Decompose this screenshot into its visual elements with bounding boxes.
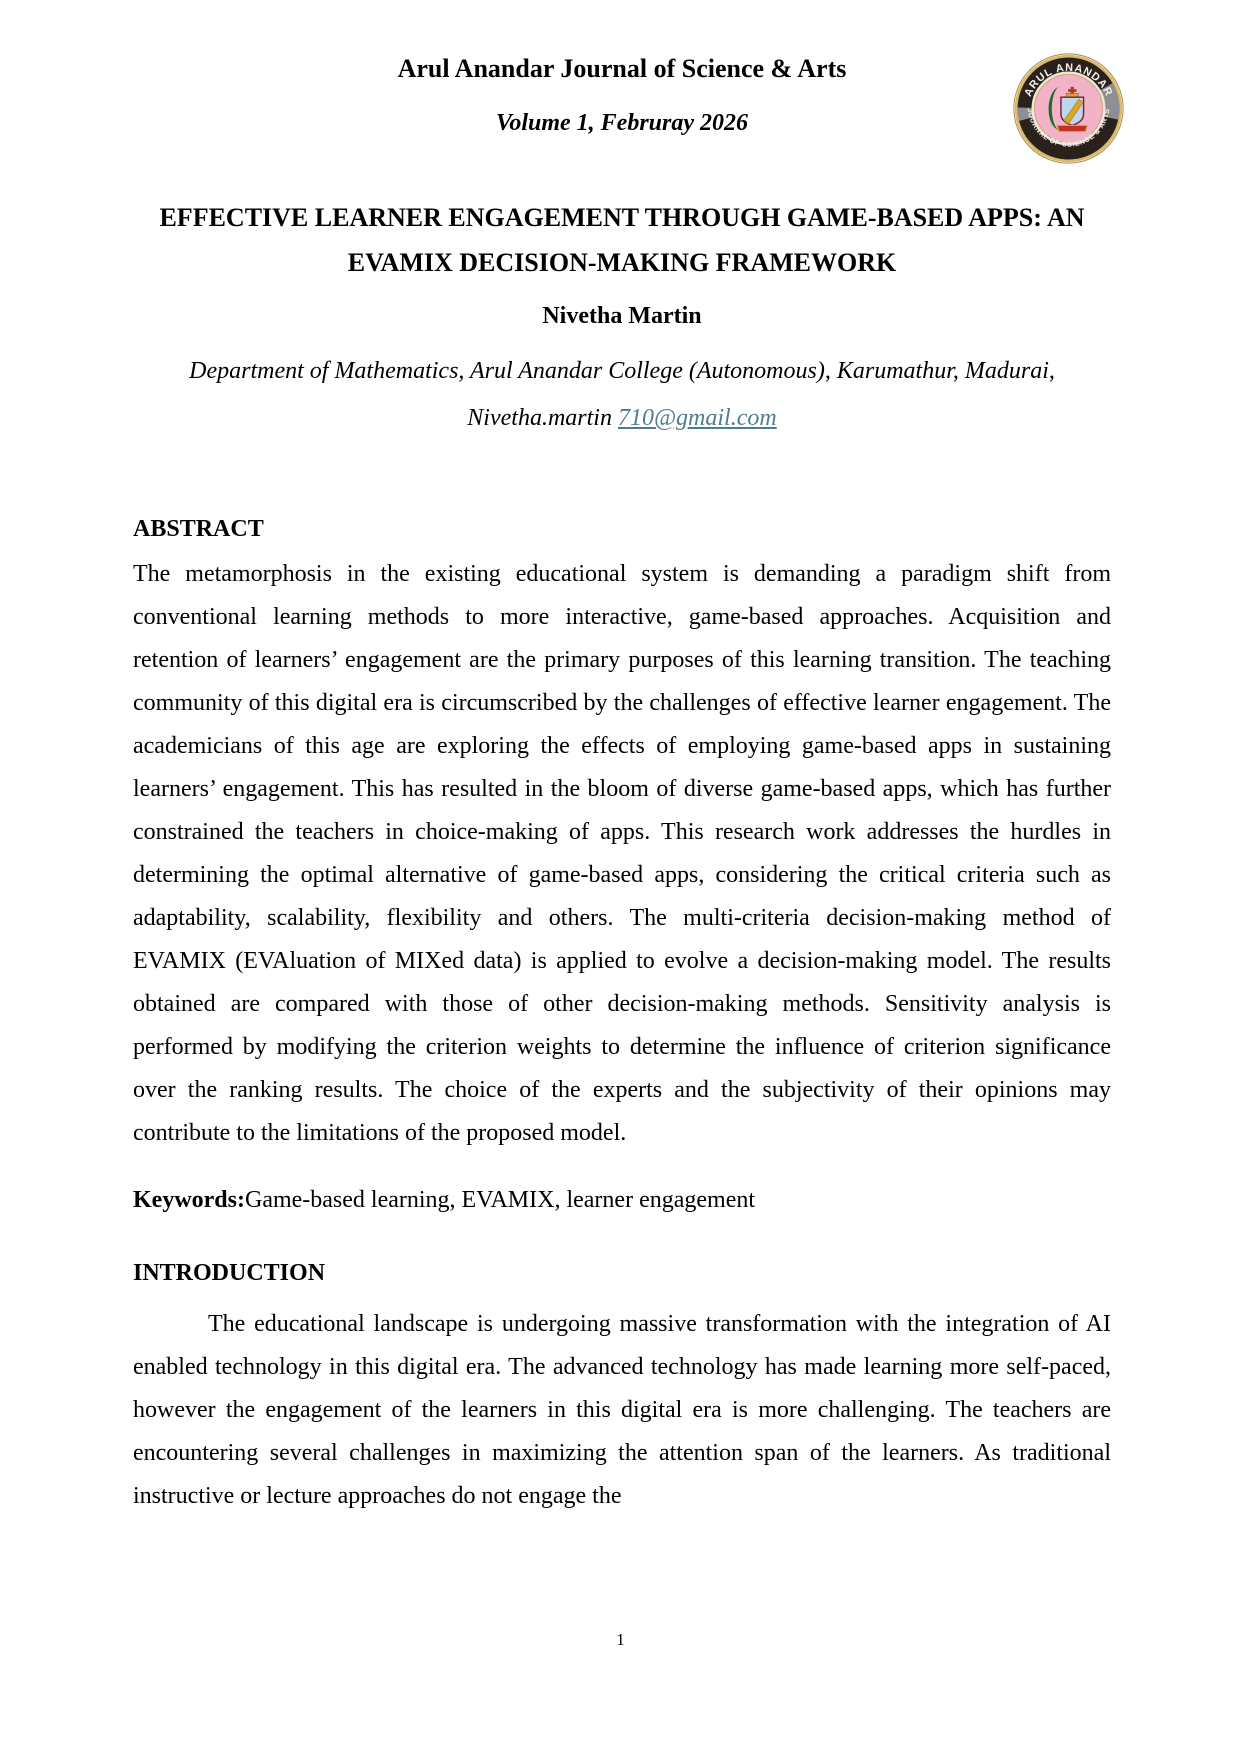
keywords-line <box>133 1179 1111 1222</box>
logo-top-text: ARUL ANANDAR <box>1022 61 1115 99</box>
journal-header-title: Arul Anandar Journal of Science & Arts <box>397 54 847 83</box>
logo-bottom-text: JOURNAL OF SCIENCE & ARTS <box>1025 107 1112 149</box>
keywords-text: Game-based learning, EVAMIX, learner engagement <box>244 1187 756 1213</box>
author-affiliation <box>133 348 1111 442</box>
email-link[interactable]: 710@gmail.com <box>617 405 777 431</box>
abstract-body: The metamorphosis in the existing educational system is demanding a paradigm shift from conventional learning methods to more interactive, game-based approaches. Acquisition and retention of learners’ engagement are the primary purposes of this learning transition. The teaching community of this digital era is circumscribed by the challenges of effective learner engagement. The academicians of this age are exploring the effects of employing game-based apps in sustaining learners’ engagement. This has resulted in the bloom of diverse game-based apps, which has further constrained the teachers in choice-making of apps. This research work addresses the hurdles in determining the optimal alternative of game-based apps, considering the critical criteria such as adaptability, scalability, flexibility and others. The multi-criteria decision-making method of EVAMIX (EVAluation of MIXed data) is applied to evolve a decision-making model. The results obtained are compared with those of other decision-making methods. Sensitivity analysis is performed by modifying the criterion weights to determine the influence of criterion significance over the ranking results. The choice of the experts and the subjectivity of their opinions may contribute to the limitations of the proposed model. <box>133 561 1111 1146</box>
page-number: 1 <box>616 1630 625 1649</box>
paper-title: EFFECTIVE LEARNER ENGAGEMENT THROUGH GAME-BASED APPS: AN EVAMIX DECISION-MAKING FRAMEWORK <box>159 203 1085 277</box>
keywords-label: Keywords: <box>133 1187 245 1213</box>
page-content <box>133 0 1111 1518</box>
email-prefix: Nivetha.martin <box>467 405 618 431</box>
introduction-heading: INTRODUCTION <box>133 1260 326 1286</box>
author-name: Nivetha Martin <box>542 303 702 329</box>
abstract-heading: ABSTRACT <box>133 516 264 542</box>
affiliation-text: Department of Mathematics, Arul Anandar College (Autonomous), Karumathur, Madurai, <box>189 358 1055 384</box>
journal-volume-line: Volume 1, Februray 2026 <box>495 110 749 136</box>
introduction-body: The educational landscape is undergoing massive transformation with the integration of AI enabled technology in this digital era. The advanced technology has made learning more self-paced, however the engagement of the learners in this digital era is more challenging. The teachers are encountering several challenges in maximizing the attention span of the learners. As traditional instructive or lecture approaches do not engage the <box>133 1311 1111 1509</box>
